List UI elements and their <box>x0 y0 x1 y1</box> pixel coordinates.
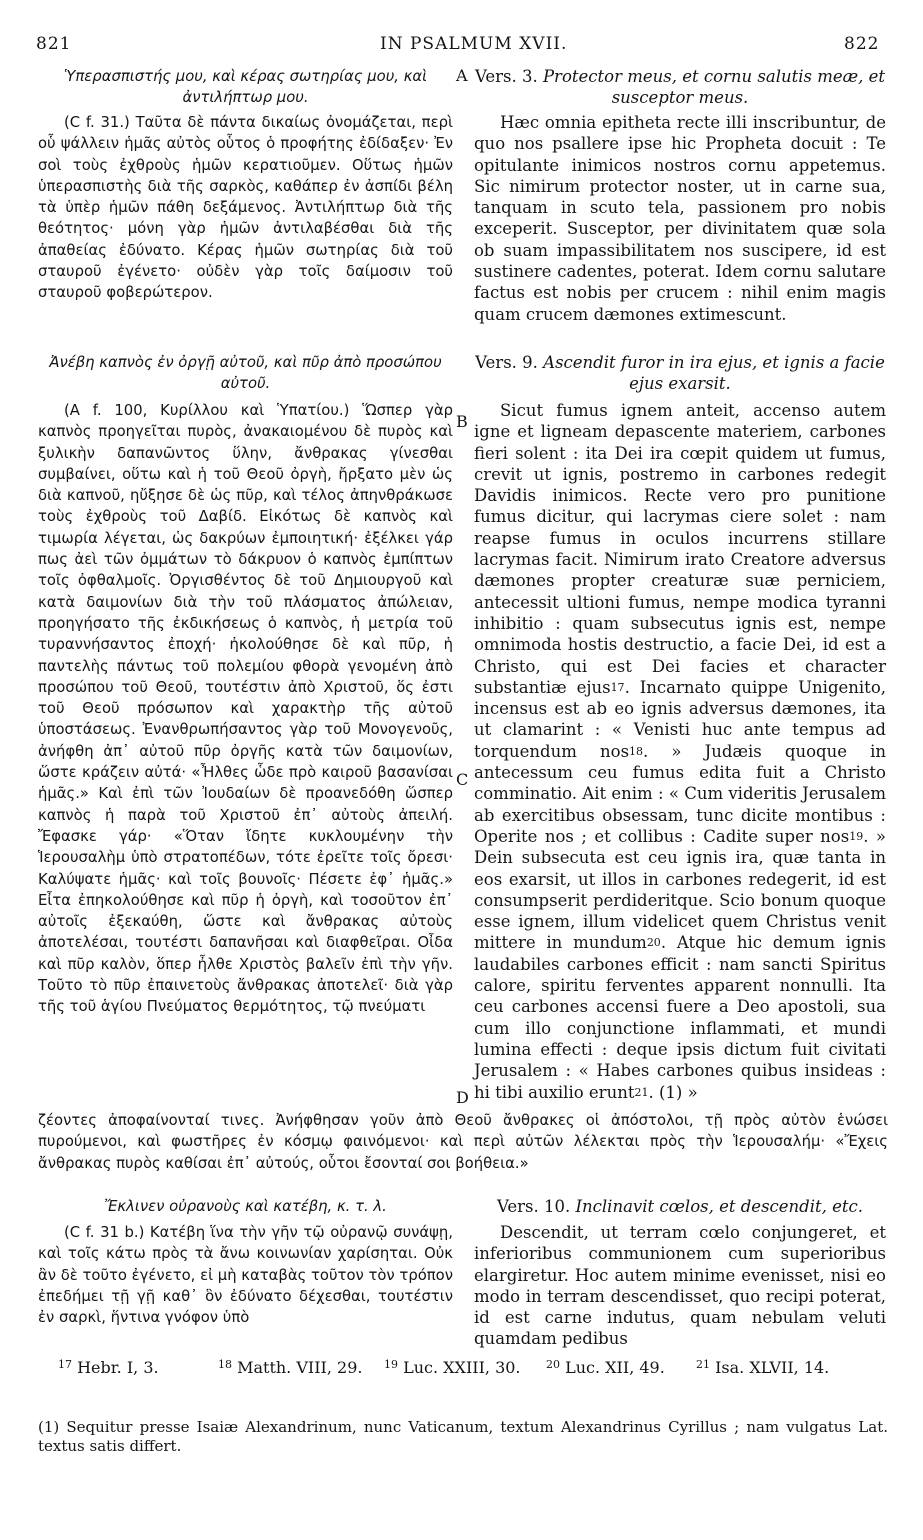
greek-paragraph-1: (C f. 31.) Ταῦτα δὲ πάντα δικαίως ὀνομάζεται, περὶ οὗ ψάλλειν ἡμᾶς αὐτὸς οὗτος ὁ προφήτης ἐδίδαξεν· Ἐν σοὶ τοὺς ἐχθροὺς ἡμῶν κερατιοῦμεν. Οὕτως ἡμῶν ὑπερασπιστὴς διὰ τῆς σαρκὸς, καθάπερ ἐν ἀσπίδι βέλη τὰ ὑπὲρ ἡμῶν πάθη δεξάμενος. Ἀντιλήπτωρ διὰ τῆς θεότητος· μόνη γὰρ ἡμῶν ἀντιλαβέσθαι διὰ τῆς ἀπαθείας ἐδύνατο. Κέρας ἡμῶν σωτηρίας διὰ τοῦ σταυροῦ ἐγένετο· οὐδὲν γὰρ τοῖς δαίμοσιν τοῦ σταυροῦ φοβερώτερον. <box>38 114 453 302</box>
margin-letter-a: A <box>456 66 468 85</box>
latin-caption-vers9: Vers. 9. Ascendit furor in ira ejus, et ignis a facie ejus exarsit. <box>475 353 885 394</box>
footnote-ref-21: 21 <box>634 1085 649 1099</box>
greek-ref-3: (C f. 31 b.) <box>64 1224 145 1241</box>
greek-ref-1: (C f. 31.) <box>64 114 130 131</box>
latin-caption-vers3: Vers. 3. Protector meus, et cornu salutis meæ, et susceptor meus. <box>474 67 886 108</box>
editor-note: (1) Sequitur presse Isaiæ Alexandrinum, nunc Vaticanum, textum Alexandrinus Cyrillus ; nam vulgatus Lat. textus satis differt. <box>38 1418 888 1455</box>
latin-paragraph-3: Descendit, ut terram cœlo conjungeret, et inferioribus communionem cum superioribus elargiretur. Hoc autem minime evenisset, nisi eo modo in terram descendisset, quo recipi poterat, id est carne indutus, quam nebulam veluti quamdam pedibus <box>474 1223 886 1349</box>
greek-caption-vers3: Ὑπερασπιστής μου, καὶ κέρας σωτηρίας μου, καὶ ἀντιλήπτωρ μου. <box>63 68 428 107</box>
greek-paragraph-2: (A f. 100, Κυρίλλου καὶ Ὑπατίου.) Ὥσπερ γὰρ καπνὸς προηγεῖται πυρὸς, ἀνακαιομένου δὲ πυρὸς καὶ ξυλικὴν δαπανῶντος ὕλην, ἄνθρακας γίνεσθαι συμβαίνει, οὕτω καὶ ἡ τοῦ Θεοῦ ὀργὴ, ἤρξατο μὲν ὡς διὰ καπνοῦ, ηὔξησε δὲ ὡς πῦρ, καὶ τέλος ἀπηνθράκωσε τοὺς ἐχθροὺς τοῦ Δαβίδ. Εἰκότως δὲ καπνὸς καὶ τιμωρία λέγεται, ὡς δακρύων ἐμποιητική· ἐξέλκει γάρ πως ἀεὶ τῶν ὀμμάτων τὸ δάκρυον ὁ καπνὸς ἐμπίπτων τοῖς ὀφθαλμοῖς. Ὀργισθέντος δὲ τοῦ Δημιουργοῦ καὶ κατὰ δαιμονίων διὰ τὴν τοῦ πλάσματος ἀπώλειαν, προηγήσατο τῆς ἐκδικήσεως ὁ καπνὸς, ἡ μετρία τοῦ τυραννήσαντος ἐποχή· ἠκολούθησε δὲ καὶ πῦρ, ἡ παντελὴς πάντως τοῦ πολεμίου φθορὰ γενομένη ἀπὸ προσώπου τοῦ Θεοῦ, τουτέστιν ἀπὸ Χριστοῦ, ὅς ἐστι τοῦ Θεοῦ πρόσωπον καὶ χαρακτὴρ τῆς αὐτοῦ ὑποστάσεως. Ἐνανθρωπήσαντος γὰρ τοῦ Μονογενοῦς, ἀνήφθη ἀπ᾽ αὐτοῦ πῦρ ὀργῆς κατὰ τῶν δαιμονίων, ὥστε κράζειν αὐτά· «Ἦλθες ὧδε πρὸ καιροῦ βασανίσαι ἡμᾶς.» Καὶ ἐπὶ τῶν Ἰουδαίων δὲ προανεδόθη ὥσπερ καπνὸς ἡ παρὰ τοῦ Χριστοῦ ἐπ᾽ αὐτοὺς ἀπειλή. Ἔφασκε γάρ· «Ὅταν ἴδητε κυκλουμένην τὴν Ἱερουσαλὴμ ὑπὸ στρατοπέδων, τότε ἐρεῖτε τοῖς ὄρεσι· Καλύψατε ἡμᾶς· καὶ τοῖς βουνοῖς· Πέσετε ἐφ᾽ ἡμᾶς.» Εἶτα ἐπηκολούθησε καὶ πῦρ ἡ ὀργὴ, καὶ τοσοῦτον ἐπ᾽ αὐτοῖς ἐξεκαύθη, ὥστε καὶ ἄνθρακας αὐτοὺς ἀποτελέσαι, τουτέστι δαπανῆσαι καὶ διαφθεῖραι. Οἶδα καὶ πῦρ καλὸν, ὅπερ ἦλθε Χριστὸς βαλεῖν ἐπὶ τὴν γῆν. Τοῦτο τὸ πῦρ ἐπαινετοὺς ἄνθρακας ἀποτελεῖ· διὰ γὰρ τῆς τοῦ ἁγίου Πνεύματος θερμότητος, τῷ πνεύματι <box>38 402 453 1016</box>
latin-caption-vers10: Vers. 10. Inclinavit cœlos, et descendit, etc. <box>496 1197 864 1216</box>
footnote: $^{20}$ Luc. XII, 49. <box>546 1358 665 1377</box>
page-number-right: 822 <box>844 34 880 54</box>
running-title: IN PSALMUM XVII. <box>380 34 568 54</box>
margin-letter-d: D <box>456 1088 469 1107</box>
footnote-ref-18: 18 <box>629 744 644 758</box>
greek-caption-vers9: Ἀνέβη καπνὸς ἐν ὀργῇ αὐτοῦ, καὶ πῦρ ἀπὸ προσώπου αὐτοῦ. <box>49 354 442 393</box>
footnote-ref-17: 17 <box>610 680 625 694</box>
greek-full-width-continuation: ζέοντες ἀποφαίνονταί τινες. Ἀνήφθησαν γοῦν ἀπὸ Θεοῦ ἄνθρακες οἱ ἀπόστολοι, τῇ πρὸς αὐτὸν ἑνώσει πυρούμενοι, καὶ φωστῆρες ἐν κόσμῳ φαινόμενοι· καὶ περὶ αὐτῶν λέλεκται πρὸς τὴν Ἱερουσαλήμ· «Ἔχεις ἄνθρακας πυρὸς καθίσαι ἐπ᾽ αὐτούς, οὗτοι ἔσονταί σοι βοήθεια.» <box>38 1112 888 1172</box>
margin-letter-b: B <box>456 412 468 431</box>
footnote: $^{18}$ Matth. VIII, 29. <box>218 1358 363 1377</box>
footnote: $^{21}$ Isa. XLVII, 14. <box>696 1358 830 1377</box>
footnote-ref-20: 20 <box>646 936 661 950</box>
greek-paragraph-3: (C f. 31 b.) Κατέβη ἵνα τὴν γῆν τῷ οὐρανῷ συνάψῃ, καὶ τοῖς κάτω πρὸς τὰ ἄνω κοινωνίαν χαρίσηται. Οὐκ ἂν δὲ τοῦτο ἐγένετο, εἰ μὴ καταβὰς τοῦτον τὸν τρόπον ἐπεδήμει τῇ γῇ καθ᾽ ὃν ἐδύνατο δέχεσθαι, τουτέστιν ἐν σαρκὶ, ἥντινα γνόφον ὑπὸ <box>38 1224 453 1327</box>
footnote: $^{19}$ Luc. XXIII, 30. <box>384 1358 521 1377</box>
page-number-left: 821 <box>36 34 72 54</box>
footnote: $^{17}$ Hebr. I, 3. <box>58 1358 159 1377</box>
margin-letter-c: C <box>456 770 469 789</box>
greek-ref-2: (A f. 100, Κυρίλλου καὶ Ὑπατίου.) <box>64 402 350 419</box>
latin-paragraph-1: Hæc omnia epitheta recte illi inscribuntur, de quo nos psallere ipse hic Propheta docuit : Te opitulante inimicos nostros cornu appetemus. Sic nimirum protector noster, ut in carne sua, tanquam in scuto tela, passionem pro nobis exceperit. Susceptor, per divinitatem quæ sola ob suam impassibilitatem nos suscipere, id est sustinere cadentes, poterat. Idem cornu salutare factus est nobis per crucem : nihil enim magis quam crucem dæmones extimescunt. <box>474 113 886 324</box>
footnote-ref-19: 19 <box>849 829 864 843</box>
latin-paragraph-2: Sicut fumus ignem anteit, accenso autem igne et ligneam depascente materiem, carbones fieri solent : ita Dei ira cœpit quidem ut fumus, crevit ut ignis, postremo in carbones redegit Davidis inimicos. Recte vero pro punitione fumus dicitur, qui lacrymas ciere solet : nam reapse fumus in oculos incurrens stillare lacrymas facit. Nimirum irato Creatore adversus dæmones propter creaturæ suæ perniciem, antecessit ultioni fumus, nempe modica tyranni inhibitio : quam subsecutus ignis est, nempe omnimoda hostis destructio, a facie Dei, id est a Christo, qui est Dei facies et character substantiæ ejus$^{17}$. Incarnato quippe Unigenito, incensus est ab eo ignis adversus dæmones, ita ut clamarint : « Venisti huc ante tempus ad torquendum nos$^{18}$. » Judæis quoque in antecessum ceu fumus edita fuit a Christo comminatio. Ait enim : « Cum videritis Jerusalem ab exercitibus obsessam, tunc dicite montibus : Operite nos ; et collibus : Cadite super nos$^{19}$. » Dein subsecuta est ceu ignis ira, quæ tanta in eos exarsit, ut illos in carbones redegerit, id est consumpserit perdideritque. Scio bonum quoque esse ignem, illum videlicet quem Christus venit mittere in mundum$^{20}$. Atque hic demum ignis laudabiles carbones efficit : nam sancti Spiritus calore, spiritu ferventes apparent nonnulli. Ita ceu carbones accensi fuere a Deo apostoli, sua cum illo conjunctione inflammati, et mundi lumina effecti : deque ipsis dictum fuit civitati Jerusalem : « Habes carbones quibus insideas : hi tibi auxilio erunt$^{21}$. (1) » <box>474 401 887 1102</box>
greek-caption-vers10: Ἔκλινεν οὐρανοὺς καὶ κατέβη, κ. τ. λ. <box>104 1198 387 1215</box>
